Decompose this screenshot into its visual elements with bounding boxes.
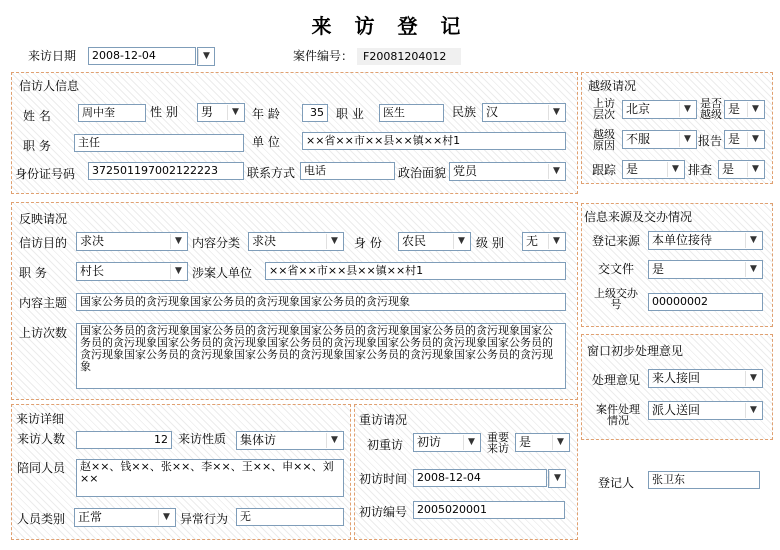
visit-date-label: 来访日期: [28, 49, 77, 63]
identity-value: 农民: [402, 234, 427, 248]
reason-value: 不服: [626, 132, 651, 146]
superior-no-label: 上级交办号: [594, 287, 638, 311]
person-category-select[interactable]: [74, 508, 176, 527]
chevron-down-icon: ▼: [667, 162, 683, 177]
source-panel: [581, 203, 773, 327]
involved-unit-input[interactable]: ××省××市××县××镇××村1: [265, 262, 566, 280]
report-value: 是: [728, 132, 741, 146]
section-title: 越级请况: [588, 79, 637, 93]
visits-label: 上访次数: [19, 326, 68, 340]
superior-no-input[interactable]: 00000002: [648, 293, 763, 311]
nature-select[interactable]: [236, 431, 344, 450]
reason-select[interactable]: [622, 130, 697, 149]
purpose-label: 信访目的: [19, 236, 68, 250]
check-select[interactable]: [718, 160, 765, 179]
important-select[interactable]: [515, 433, 570, 452]
section-title: 重访请况: [359, 413, 408, 427]
chevron-down-icon: ▼: [453, 234, 469, 249]
chevron-down-icon: ▼: [326, 433, 342, 448]
rank-label: 级 别: [476, 236, 504, 250]
chevron-down-icon: ▼: [679, 132, 695, 147]
visits-textarea[interactable]: 国家公务员的贪污现象国家公务员的贪污现象国家公务员的贪污现象国家公务员的贪污现象国家公务员的贪污现象国家公务员的贪污现象国家公务员的贪污现象国家公务员的贪污现象国家公务员的贪污现象国家公务员的贪污现象国家公务员的贪污现象国家公务员的贪污现象国家公务员的贪污现象: [76, 323, 566, 389]
political-label: 政治面貌: [398, 166, 447, 180]
form-title: 来 访 登 记: [311, 14, 469, 38]
identity-select[interactable]: [398, 232, 471, 251]
person-category-value: 正常: [78, 510, 103, 524]
report-label: 报告: [698, 134, 723, 148]
rank-value: 无: [526, 234, 539, 248]
chevron-down-icon: ▼: [170, 264, 186, 279]
identity-label: 身 份: [354, 236, 382, 250]
reg-source-label: 登记来源: [592, 234, 641, 248]
contact-input[interactable]: 电话: [300, 162, 395, 180]
political-select[interactable]: [449, 162, 566, 181]
nature-value: 集体访: [240, 433, 277, 447]
abnormal-label: 异常行为: [180, 512, 229, 526]
job-label: 职 业: [336, 107, 364, 121]
count-label: 来访人数: [17, 432, 66, 446]
handling-value: 派人送回: [652, 403, 701, 417]
check-value: 是: [722, 162, 735, 176]
first-no-label: 初访编号: [359, 505, 408, 519]
age-input[interactable]: 35: [302, 104, 328, 122]
doc-label: 交文件: [598, 262, 635, 276]
reg-source-value: 本单位接待: [652, 233, 713, 247]
chevron-down-icon: ▼: [747, 102, 763, 117]
first-time-input[interactable]: 2008-12-04: [413, 469, 547, 487]
reflect-position-label: 职 务: [19, 266, 47, 280]
chevron-down-icon: ▼: [326, 234, 342, 249]
first-no-input[interactable]: 2005020001: [413, 501, 565, 519]
id-input[interactable]: 372501197002122223: [88, 162, 244, 180]
details-panel: [11, 404, 351, 540]
chevron-down-icon: ▼: [745, 371, 761, 386]
chevron-down-icon: ▼: [745, 403, 761, 418]
opinion-label: 处理意见: [592, 373, 641, 387]
window-panel: [581, 334, 773, 440]
chevron-down-icon: ▼: [745, 233, 761, 248]
category-value: 求决: [252, 234, 277, 248]
ethnic-value: 汉: [486, 105, 499, 119]
gender-select[interactable]: [197, 103, 245, 122]
ethnic-select[interactable]: [482, 103, 566, 122]
political-value: 党员: [453, 164, 478, 178]
section-title: 信息来源及交办情况: [584, 210, 693, 224]
case-no-label: 案件编号：: [293, 49, 354, 63]
date-picker-button[interactable]: [197, 47, 215, 66]
chevron-down-icon: ▼: [548, 234, 564, 249]
handling-label: 案件处理情况: [596, 403, 640, 427]
companions-label: 陪同人员: [17, 461, 66, 475]
chevron-down-icon: ▼: [198, 49, 214, 64]
registrar-label: 登记人: [598, 476, 635, 490]
track-value: 是: [626, 162, 639, 176]
section-title: 来访详细: [16, 412, 65, 426]
chevron-down-icon: ▼: [745, 262, 761, 277]
chevron-down-icon: ▼: [227, 105, 243, 120]
chevron-down-icon: ▼: [170, 234, 186, 249]
visit-date-input[interactable]: 2008-12-04: [88, 47, 196, 65]
chevron-down-icon: ▼: [158, 510, 174, 525]
is-over-select[interactable]: [724, 100, 765, 119]
name-label: 姓 名: [23, 109, 51, 123]
reflect-position-value: 村长: [80, 264, 105, 278]
gender-label: 性 别: [150, 105, 178, 119]
level-label: 上访层次: [593, 97, 615, 121]
first-visit-value: 初访: [417, 435, 442, 449]
check-label: 排查: [688, 163, 713, 177]
level-value: 北京: [626, 102, 651, 116]
abnormal-input[interactable]: 无: [236, 508, 344, 526]
petitioner-panel: [11, 72, 578, 194]
category-select[interactable]: [248, 232, 344, 251]
topic-label: 内容主题: [19, 296, 68, 310]
section-title: 窗口初步处理意见: [587, 344, 684, 358]
case-no-value: F20081204012: [357, 48, 461, 65]
is-over-label: 是否越级: [700, 97, 722, 121]
first-time-label: 初访时间: [359, 472, 408, 486]
first-time-picker-button[interactable]: [548, 469, 566, 488]
revisit-panel: [354, 404, 578, 540]
id-label: 身份证号码: [15, 167, 76, 181]
name-input[interactable]: 周中奎: [78, 104, 146, 122]
is-over-value: 是: [728, 102, 741, 116]
opinion-value: 来人接回: [652, 371, 701, 385]
purpose-select[interactable]: [76, 232, 188, 251]
track-label: 跟踪: [592, 163, 617, 177]
unit-label: 单 位: [252, 135, 280, 149]
unit-input[interactable]: ××省××市××县××镇××村1: [302, 132, 566, 150]
person-category-label: 人员类别: [17, 512, 66, 526]
chevron-down-icon: ▼: [679, 102, 695, 117]
position-label: 职 务: [23, 139, 51, 153]
reg-source-select[interactable]: [648, 231, 763, 250]
job-input[interactable]: 医生: [379, 104, 444, 122]
section-title: 反映请况: [19, 212, 68, 226]
chevron-down-icon: ▼: [548, 164, 564, 179]
first-visit-select[interactable]: [413, 433, 481, 452]
companions-textarea[interactable]: 赵××、钱××、张××、李××、王××、申××、刘××: [76, 459, 344, 497]
gender-value: 男: [201, 105, 214, 119]
chevron-down-icon: ▼: [549, 471, 565, 486]
registrar-input[interactable]: 张卫东: [648, 471, 760, 489]
chevron-down-icon: ▼: [747, 162, 763, 177]
nature-label: 来访性质: [178, 432, 227, 446]
reflect-panel: [11, 202, 578, 400]
important-label: 重要来访: [487, 431, 509, 455]
reflect-position-select[interactable]: [76, 262, 188, 281]
handling-select[interactable]: [648, 401, 763, 420]
level-select[interactable]: [622, 100, 697, 119]
purpose-value: 求决: [80, 234, 105, 248]
age-label: 年 龄: [252, 107, 280, 121]
first-visit-label: 初重访: [367, 438, 404, 452]
report-select[interactable]: [724, 130, 765, 149]
topic-input[interactable]: 国家公务员的贪污现象国家公务员的贪污现象国家公务员的贪污现象: [76, 293, 566, 311]
opinion-select[interactable]: [648, 369, 763, 388]
rank-select[interactable]: [522, 232, 566, 251]
chevron-down-icon: ▼: [463, 435, 479, 450]
overlevel-panel: [581, 72, 773, 184]
position-input[interactable]: 主任: [74, 134, 244, 152]
important-value: 是: [519, 435, 532, 449]
chevron-down-icon: ▼: [548, 105, 564, 120]
chevron-down-icon: ▼: [747, 132, 763, 147]
ethnic-label: 民族: [452, 105, 477, 119]
track-select[interactable]: [622, 160, 685, 179]
doc-value: 是: [652, 262, 665, 276]
category-label: 内容分类: [192, 236, 241, 250]
doc-select[interactable]: [648, 260, 763, 279]
involved-unit-label: 涉案人单位: [192, 266, 253, 280]
count-input[interactable]: 12: [76, 431, 172, 449]
section-title: 信访人信息: [19, 79, 80, 93]
reason-label: 越级原因: [593, 128, 615, 152]
chevron-down-icon: ▼: [552, 435, 568, 450]
contact-label: 联系方式: [247, 166, 296, 180]
